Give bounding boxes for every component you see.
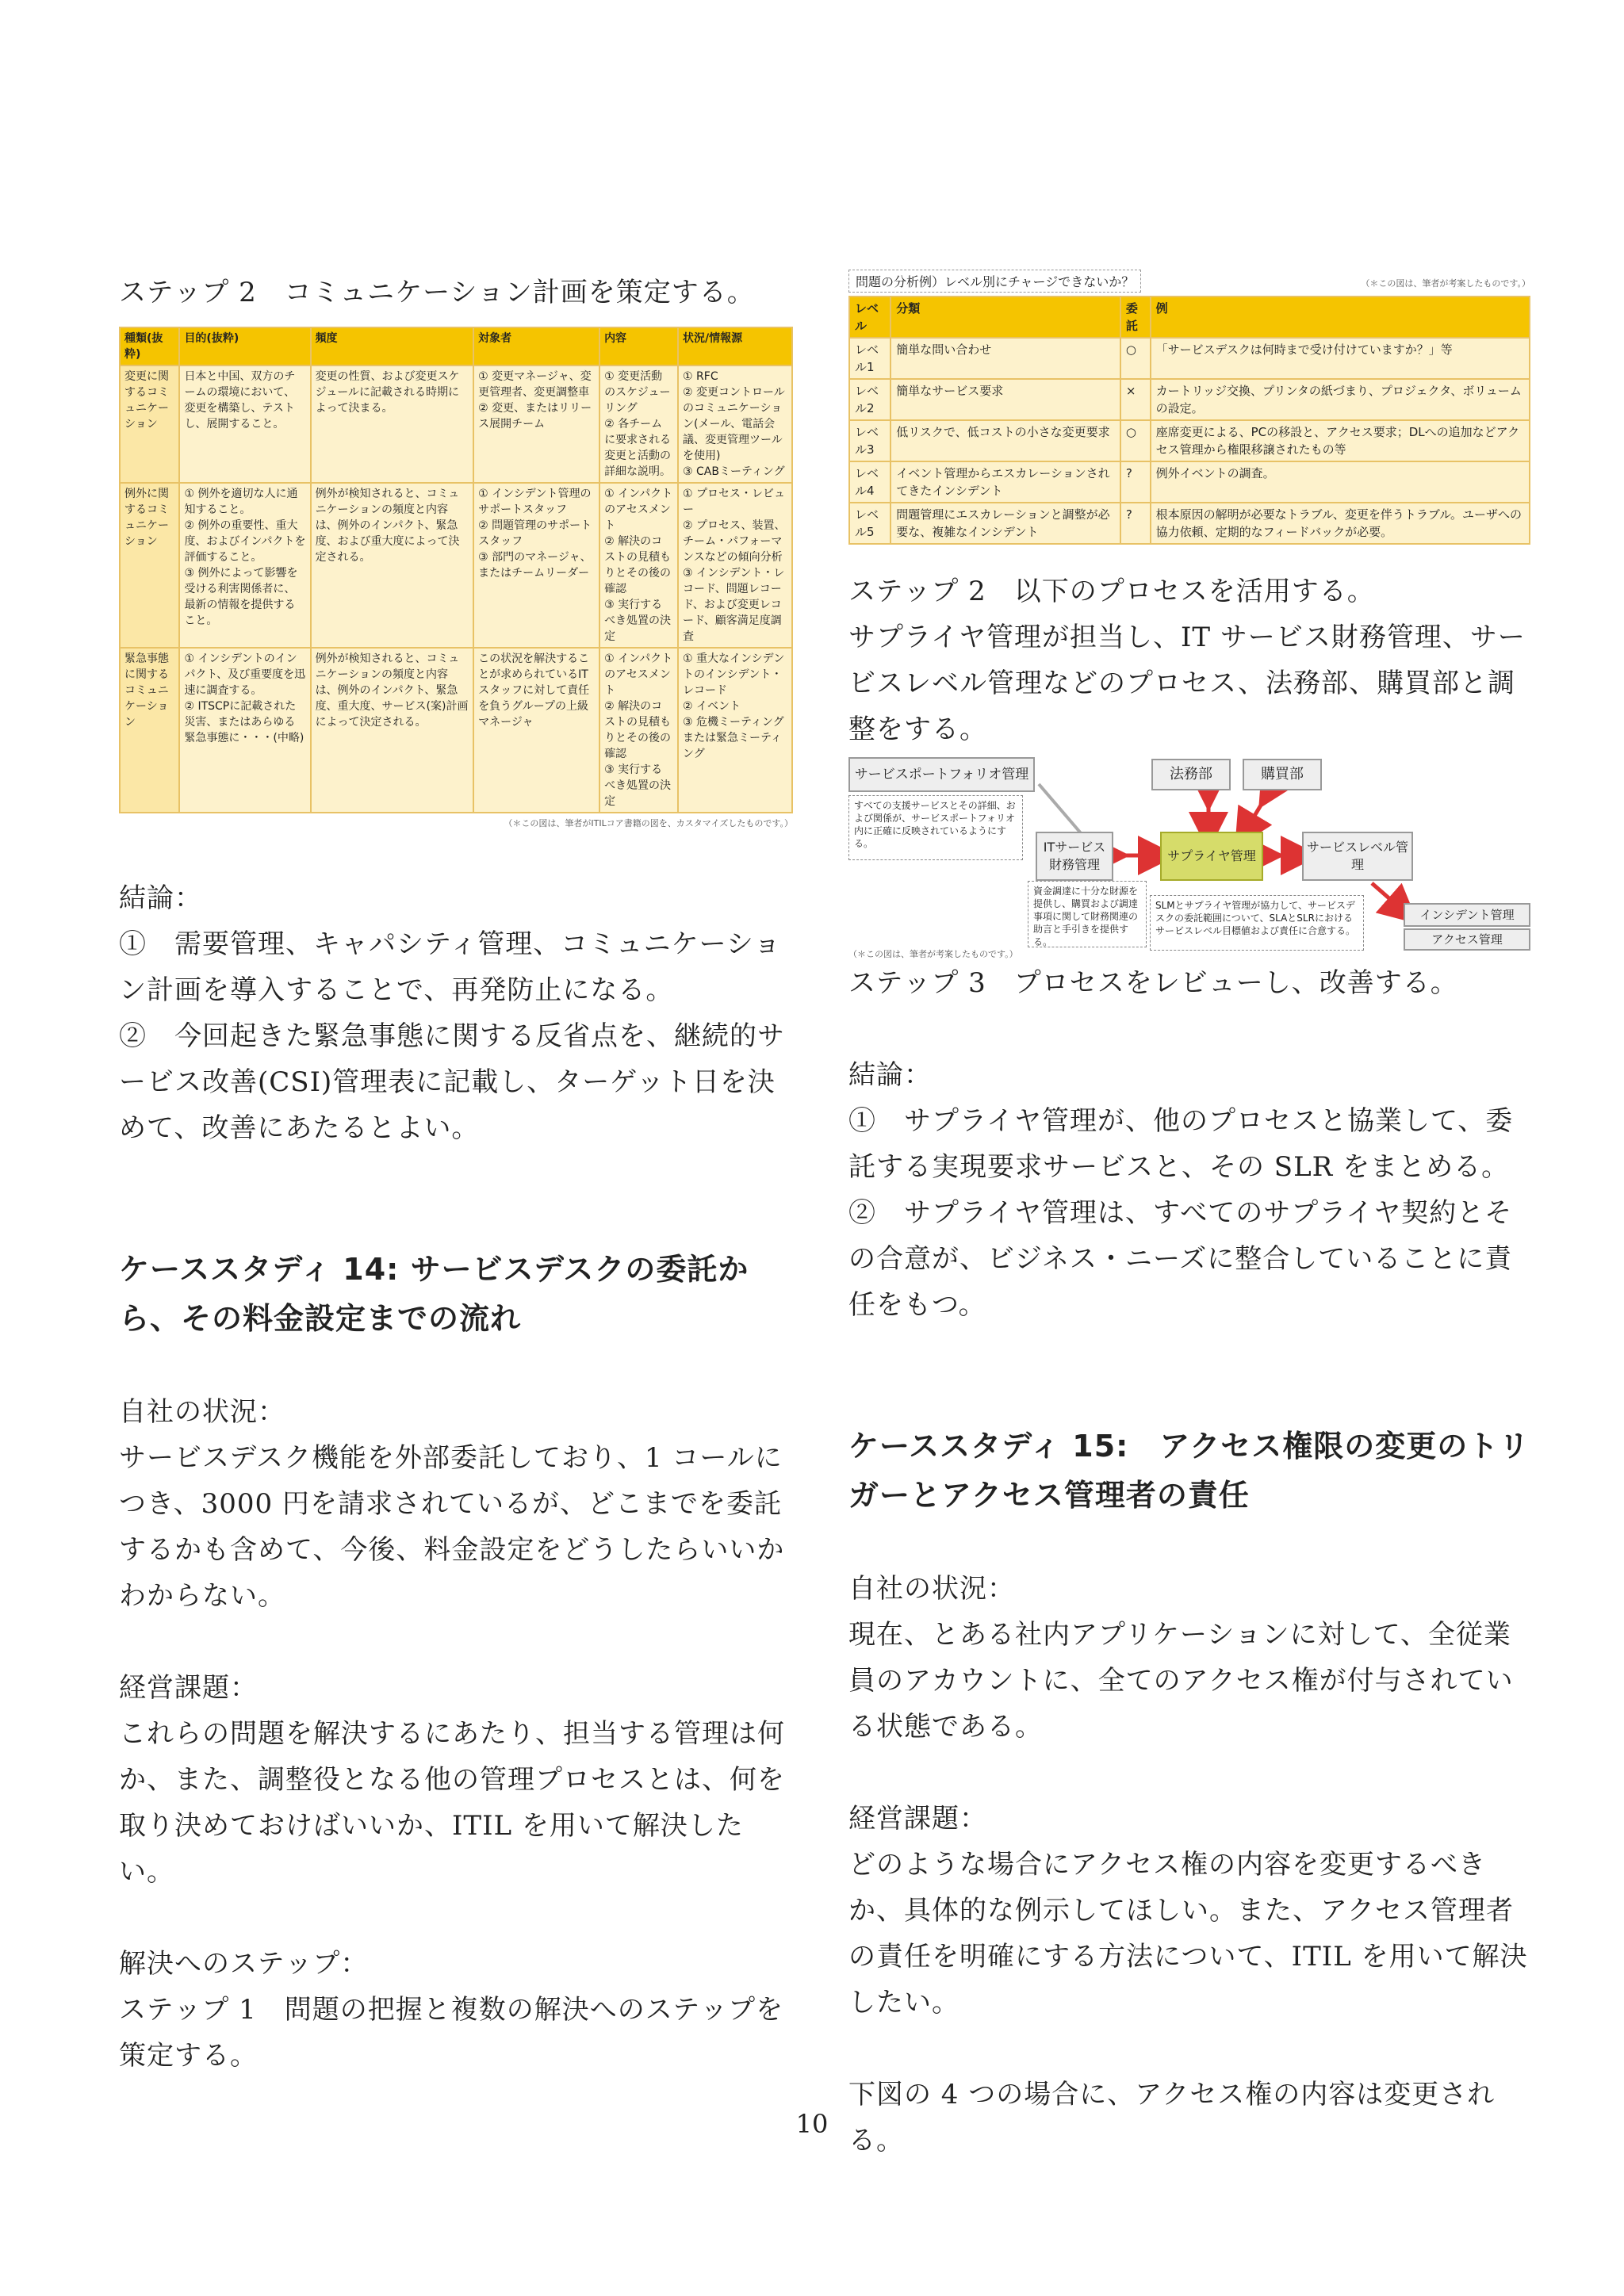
column-header: 種類(抜粋) bbox=[120, 327, 179, 365]
level-analysis-figure bbox=[848, 270, 1530, 545]
table-cell: カートリッジ交換、プリンタの紙づまり、プロジェクタ、ボリュームの設定。 bbox=[1151, 379, 1530, 420]
service-level-management-box: サービスレベル管理 bbox=[1302, 832, 1413, 881]
table-cell: この状況を解決することが求められているITスタッフに対して責任を負うグループの上級マネージャ bbox=[473, 648, 599, 813]
conclusion-item-1-right: ① サプライヤ管理が、他のプロセスと協業して、委託する実現要求サービスと、その SLR をまとめる。 bbox=[848, 1105, 1514, 1183]
finance-box: ITサービス財務管理 bbox=[1036, 832, 1113, 881]
situation-text: サービスデスク機能を外部委託しており、1 コールにつき、3000 円を請求されているが、どこまでを委託するかも含めて、今後、料金設定をどうしたらいいかわからない。 bbox=[119, 1442, 785, 1612]
right-column bbox=[848, 270, 1530, 2164]
legal-box: 法務部 bbox=[1151, 759, 1231, 790]
table-cell: ○ bbox=[1120, 420, 1151, 461]
table-header-row bbox=[849, 297, 1530, 338]
table-cell: ? bbox=[1120, 461, 1151, 503]
table-row bbox=[849, 379, 1530, 420]
table-cell: 簡単な問い合わせ bbox=[891, 338, 1120, 379]
level-analysis-note: （＊この図は、筆者が考案したものです。） bbox=[1361, 277, 1530, 289]
portfolio-box: サービスポートフォリオ管理 bbox=[848, 757, 1035, 792]
purchasing-arrow bbox=[1245, 792, 1269, 832]
communication-plan-table-figure bbox=[119, 327, 793, 829]
table-cell: ① 変更マネージャ、変更管理者、変更調整車 ② 変更、またはリリース展開チーム bbox=[473, 365, 599, 483]
column-header: 例 bbox=[1151, 297, 1530, 338]
step3-heading: ステップ 3 プロセスをレビューし、改善する。 bbox=[848, 967, 1458, 999]
page-number: 10 bbox=[795, 2109, 829, 2139]
step2-heading-right: ステップ 2 以下のプロセスを活用する。 bbox=[848, 576, 1375, 607]
table-row bbox=[120, 483, 792, 648]
column-header: 内容 bbox=[599, 327, 678, 365]
table-cell: 日本と中国、双方のチームの環境において、変更を構築し、テストし、展開すること。 bbox=[179, 365, 310, 483]
incident-arrow bbox=[1372, 883, 1404, 911]
table-cell: ① 変更活動のスケジューリング ② 各チームに要求される変更と活動の詳細な説明。 bbox=[599, 365, 678, 483]
issue-text: これらの問題を解決するにあたり、担当する管理は何か、また、調整役となる他の管理プロセスとは、何を取り決めておけばいいか、ITIL を用いて解決したい。 bbox=[119, 1718, 785, 1888]
table-cell: レベル5 bbox=[849, 503, 891, 544]
column-header: レベル bbox=[849, 297, 891, 338]
column-header: 分類 bbox=[891, 297, 1120, 338]
conclusion-item-2-right: ② サプライヤ管理は、すべてのサプライヤ契約とその合意が、ビジネス・ニーズに整合していることに責任をもつ。 bbox=[848, 1197, 1513, 1321]
table-cell: 簡単なサービス要求 bbox=[891, 379, 1120, 420]
table-cell: 座席変更による、PCの移設と、アクセス要求；DLへの追加などアクセス管理から権限移譲されたもの等 bbox=[1151, 420, 1530, 461]
column-header: 頻度 bbox=[311, 327, 474, 365]
communication-plan-table bbox=[119, 327, 793, 813]
step2-heading-left: ステップ 2 コミュニケーション計画を策定する。 bbox=[119, 277, 755, 308]
level-analysis-table bbox=[848, 296, 1530, 545]
case-study-14-title: ケーススタディ 14: サービスデスクの委託から、その料金設定までの流れ bbox=[119, 1252, 749, 1336]
column-header: 状況/情報源 bbox=[678, 327, 792, 365]
table-cell: レベル4 bbox=[849, 461, 891, 503]
issue-label: 経営課題： bbox=[119, 1672, 258, 1704]
table-cell: ? bbox=[1120, 503, 1151, 544]
table-cell: レベル2 bbox=[849, 379, 891, 420]
slm-note: SLMとサプライヤ管理が協力して、サービスデスクの委託範囲について、SLAとSLRにおけるサービスレベル目標値および責任に合意する。 bbox=[1150, 895, 1364, 951]
table-cell: 変更の性質、および変更スケジュールに記載される時期によって決まる。 bbox=[311, 365, 474, 483]
table-row bbox=[120, 365, 792, 483]
table-cell: 低リスクで、低コストの小さな変更要求 bbox=[891, 420, 1120, 461]
situation-label-right: 自社の状況： bbox=[848, 1573, 1015, 1605]
table-row bbox=[849, 338, 1530, 379]
table-cell: ① インパクトのアセスメント ② 解決のコストの見積もりとその後の確認 ③ 実行するべき処置の決定 bbox=[599, 483, 678, 648]
table-source-note: （＊この図は、筆者がITILコア書籍の図を、カスタマイズしたものです。） bbox=[504, 818, 793, 828]
table-cell: × bbox=[1120, 379, 1151, 420]
issue-label-right: 経営課題： bbox=[848, 1803, 987, 1835]
steps-label: 解決へのステップ： bbox=[119, 1948, 369, 1980]
table-cell: 例外が検知されると、コミュニケーションの頻度と内容は、例外のインパクト、緊急度、および重大度によって決定される。 bbox=[311, 483, 474, 648]
table-row bbox=[849, 503, 1530, 544]
issue-text-right: どのような場合にアクセス権の内容を変更するべきか、具体的な例示してほしい。また、アクセス管理者の責任を明確にする方法について、ITIL を用いて解決したい。 bbox=[848, 1849, 1528, 2019]
table-cell: ① インシデント管理のサポートスタッフ ② 問題管理のサポートスタッフ ③ 部門のマネージャ、またはチームリーダー bbox=[473, 483, 599, 648]
table-row bbox=[120, 648, 792, 813]
level-analysis-title: 問題の分析例）レベル別にチャージできないか？ bbox=[848, 270, 1141, 293]
table-cell: 例外に関するコミュニケーション bbox=[120, 483, 179, 648]
table-cell: 変更に関するコミュニケーション bbox=[120, 365, 179, 483]
conclusion-item-1: ① 需要管理、キャパシティ管理、コミュニケーション計画を導入することで、再発防止になる。 bbox=[119, 928, 782, 1006]
table-cell: イベント管理からエスカレーションされてきたインシデント bbox=[891, 461, 1120, 503]
finance-note: 資金調達に十分な財源を提供し、購買および調達事項に関して財務関連の助言と手引きを提供する。 bbox=[1028, 881, 1147, 947]
table-cell: 例外が検知されると、コミュニケーションの頻度と内容は、例外のインパクト、緊急度、重大度、サービス(案)計画によって決定される。 bbox=[311, 648, 474, 813]
table-header-row bbox=[120, 327, 792, 365]
table-cell: ① インシデントのインパクト、及び重要度を迅速に調査する。 ② ITSCPに記載された災害、またはあらゆる緊急事態に・・・(中略) bbox=[179, 648, 310, 813]
purchasing-box: 購買部 bbox=[1243, 759, 1322, 790]
table-row bbox=[849, 420, 1530, 461]
conclusion-label: 結論： bbox=[119, 882, 202, 914]
table-cell: レベル3 bbox=[849, 420, 891, 461]
column-header: 委託 bbox=[1120, 297, 1151, 338]
conclusion-label-right: 結論： bbox=[848, 1059, 932, 1091]
situation-text-right: 現在、とある社内アプリケーションに対して、全従業員のアカウントに、全てのアクセス権が付与されている状態である。 bbox=[848, 1619, 1514, 1743]
process-diagram bbox=[848, 752, 1530, 951]
table-cell: ① 例外を適切な人に通知すること。 ② 例外の重要性、重大度、およびインパクトを評価すること。 ③ 例外によって影響を受ける利害関係者に、最新の情報を提供すること。 bbox=[179, 483, 310, 648]
closing-text: 下図の 4 つの場合に、アクセス権の内容は変更される。 bbox=[848, 2079, 1496, 2156]
table-row bbox=[849, 461, 1530, 503]
table-cell: 問題管理にエスカレーションと調整が必要な、複雑なインシデント bbox=[891, 503, 1120, 544]
step1-text: ステップ 1 問題の把握と複数の解決へのステップを策定する。 bbox=[119, 1994, 784, 2072]
access-management-box: アクセス管理 bbox=[1404, 928, 1530, 951]
table-cell: レベル1 bbox=[849, 338, 891, 379]
table-cell: ○ bbox=[1120, 338, 1151, 379]
supplier-management-box: サプライヤ管理 bbox=[1160, 832, 1263, 881]
incident-management-box: インシデント管理 bbox=[1404, 903, 1530, 927]
left-column bbox=[119, 270, 793, 2079]
table-cell: ① プロセス・レビュー ② プロセス、装置、チーム・パフォーマンスなどの傾向分析 ③ インシデント・レコード、問題レコード、および変更レコード、顧客満足度調査 bbox=[678, 483, 792, 648]
diagram-note: （＊この図は、筆者が考案したものです。） bbox=[848, 949, 1018, 959]
table-cell: ① RFC ② 変更コントロール のコミュニケーション(メール、電話会議、変更管理ツールを使用) ③ CABミーティング bbox=[678, 365, 792, 483]
conclusion-item-2: ② 今回起きた緊急事態に関する反省点を、継続的サービス改善(CSI)管理表に記載し、ターゲット日を決めて、改善にあたるとよい。 bbox=[119, 1020, 785, 1144]
case-study-15-title: ケーススタディ 15: アクセス権限の変更のトリガーとアクセス管理者の責任 bbox=[848, 1429, 1530, 1513]
table-cell: 根本原因の解明が必要なトラブル、変更を伴うトラブル。ユーザへの協力依頼、定期的なフィードバックが必要。 bbox=[1151, 503, 1530, 544]
table-cell: 例外イベントの調査。 bbox=[1151, 461, 1530, 503]
table-cell: 緊急事態に関するコミュニケーション bbox=[120, 648, 179, 813]
table-cell: ① インパクトのアセスメント ② 解決のコストの見積もりとその後の確認 ③ 実行するべき処置の決定 bbox=[599, 648, 678, 813]
column-header: 目的(抜粋) bbox=[179, 327, 310, 365]
table-cell: 「サービスデスクは何時まで受け付けていますか？」等 bbox=[1151, 338, 1530, 379]
portfolio-note: すべての支援サービスとその詳細、および関係が、サービスポートフォリオ内に正確に反映されているようにする。 bbox=[848, 795, 1023, 860]
situation-label: 自社の状況： bbox=[119, 1396, 285, 1428]
table-cell: ① 重大なインシデントのインシデント・レコード ② イベント ③ 危機ミーティングまたは緊急ミーティング bbox=[678, 648, 792, 813]
step2-text-right: サプライヤ管理が担当し、IT サービス財務管理、サービスレベル管理などのプロセス、法務部、購買部と調整をする。 bbox=[848, 622, 1526, 745]
column-header: 対象者 bbox=[473, 327, 599, 365]
